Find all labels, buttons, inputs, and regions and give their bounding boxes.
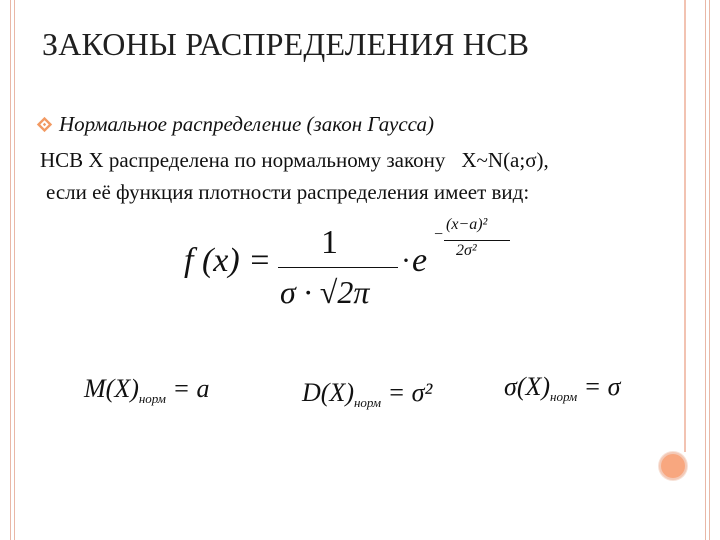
exponent-numerator: (x−a)² bbox=[446, 216, 488, 233]
expectation-lhs: M(X) bbox=[84, 374, 139, 403]
variance-rhs: = σ² bbox=[387, 378, 433, 407]
std-deviation-lhs: σ(X) bbox=[504, 372, 551, 401]
exponent bbox=[434, 216, 516, 276]
std-deviation-rhs: = σ bbox=[583, 372, 621, 401]
fraction-numerator: 1 bbox=[321, 224, 338, 261]
slide-title: ЗАКОНЫ РАСПРЕДЕЛЕНИЯ НСВ bbox=[42, 26, 530, 62]
std-deviation-subscript: норм bbox=[550, 389, 578, 404]
variance-formula bbox=[302, 378, 432, 411]
left-frame-line-outer bbox=[10, 0, 11, 540]
exponent-sign: − bbox=[434, 226, 444, 243]
fraction-denominator: σ · √2π bbox=[280, 274, 370, 310]
right-frame-line-outer bbox=[709, 0, 710, 540]
std-deviation-formula bbox=[504, 372, 621, 405]
right-frame-line-inner bbox=[705, 0, 706, 540]
fraction-bar bbox=[278, 267, 398, 268]
definition-line bbox=[40, 148, 549, 173]
bullet-text: Нормальное распределение (закон Гаусса) bbox=[59, 112, 434, 136]
definition-text: НСВ Х распределена по нормальному закону bbox=[40, 148, 446, 172]
exponential-base: e bbox=[412, 242, 428, 279]
expectation-subscript: норм bbox=[138, 391, 166, 406]
exponent-fraction-bar bbox=[444, 240, 510, 241]
left-frame-line-inner bbox=[14, 0, 15, 540]
orange-diamond-bullet-icon bbox=[36, 116, 53, 133]
exponent-denominator: 2σ² bbox=[456, 242, 477, 259]
density-formula bbox=[176, 216, 516, 320]
distribution-notation: X~N(a;σ), bbox=[461, 148, 549, 172]
expectation-rhs: = a bbox=[172, 374, 210, 403]
expectation-formula bbox=[84, 374, 210, 407]
variance-subscript: норм bbox=[353, 395, 382, 410]
definition-continuation: если её функция плотности распределения имеет вид: bbox=[46, 180, 530, 204]
multiplication-dot: · bbox=[401, 244, 411, 277]
decorative-vertical-line bbox=[684, 0, 686, 452]
density-lhs: f (x) = bbox=[184, 242, 272, 279]
decorative-circle bbox=[659, 452, 687, 480]
bullet-item bbox=[36, 112, 434, 137]
variance-lhs: D(X) bbox=[302, 378, 354, 407]
